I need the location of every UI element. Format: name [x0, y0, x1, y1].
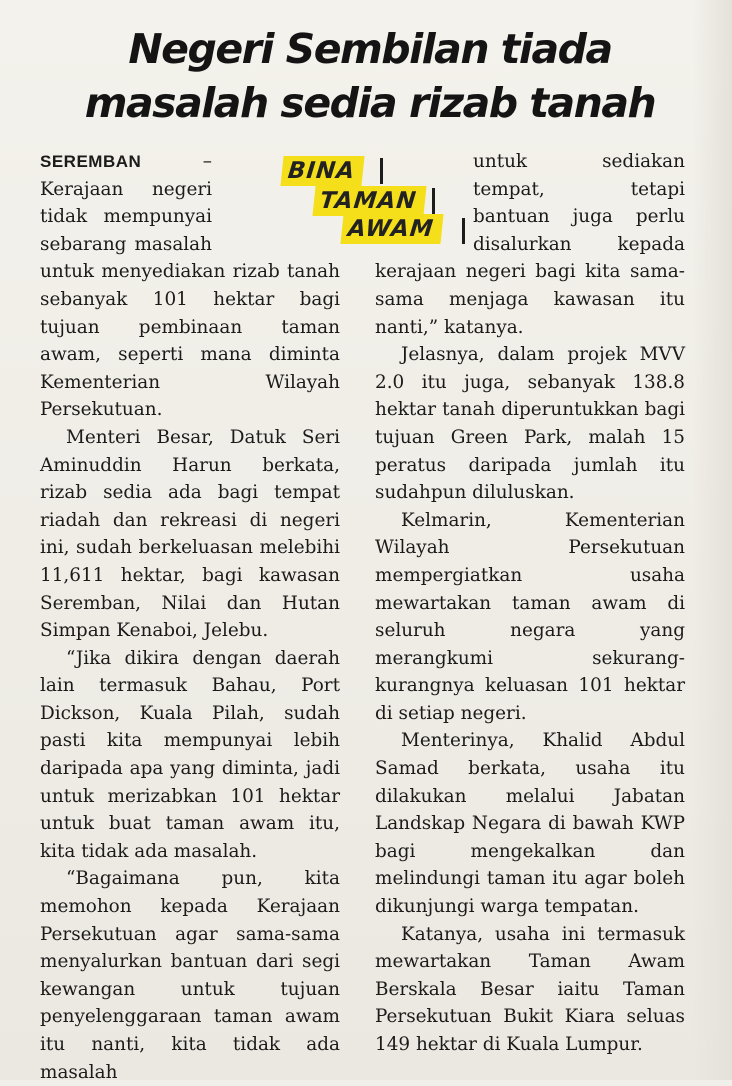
- paragraph: “Jika dikira dengan daerah lain termasuk Bahau, Port Dickson, Kuala Pilah, sudah pasti kita mempunyai lebih daripada apa yang diminta, jadi untuk merizabkan 101 hektar untuk buat taman awam itu, kita tidak ada masalah.: [40, 647, 340, 862]
- headline-line-1: Negeri Sembilan tiada: [128, 25, 612, 73]
- paragraph: “Bagaimana pun, kita memohon kepada Kerajaan Persekutuan agar sama-sama menyalurkan bantuan dari segi kewangan untuk tujuan penyelenggaraan taman awam itu nanti, kita tidak ada masalah: [40, 868, 340, 1083]
- continued-text: untuk sediakan tempat, tetapi bantuan juga perlu disalurkan kepada kerajaan negeri bagi kita sama-sama menjaga kawasan itu nanti,” katanya.: [375, 151, 685, 338]
- stamp-word-awam: AWAM: [340, 214, 443, 244]
- stamp-spacer: [212, 148, 340, 258]
- left-column: [40, 148, 340, 1086]
- headline: [70, 22, 670, 130]
- paragraph: Menteri Besar, Datuk Seri Aminuddin Harun berkata, rizab sedia ada bagi tempat riadah dan rekreasi di negeri ini, sudah berkeluasan melebihi 11,611 hektar, bagi kawasan Seremban, Nilai dan Hutan Simpan Kenaboi, Jelebu.: [40, 426, 340, 642]
- paragraph: Katanya, usaha ini termasuk mewartakan Taman Awam Berskala Besar iaitu Taman Persekutuan Bukit Kiara seluas 149 hektar di Kuala Lumpur.: [375, 923, 685, 1055]
- dateline: SEREMBAN: [40, 152, 142, 171]
- right-column: [375, 148, 685, 1059]
- stamp-word-bina: BINA: [280, 156, 364, 186]
- lead-text: – Kerajaan negeri tidak mempunyai sebarang masalah untuk menyediakan rizab tanah sebanyak 101 hektar bagi tujuan pembinaan taman awam, seperti mana diminta Kementerian Wilayah Persekutuan.: [40, 151, 340, 421]
- stamp-word-taman: TAMAN: [312, 186, 426, 216]
- stamp-spacer: [375, 148, 473, 258]
- headline-line-2: masalah sedia rizab tanah: [84, 79, 656, 127]
- paragraph: Jelasnya, dalam projek MVV 2.0 itu juga, sebanyak 138.8 hektar tanah diperuntukkan bagi tujuan Green Park, malah 15 peratus daripada jumlah itu sudahpun diluluskan.: [375, 344, 685, 504]
- paragraph-continued: [375, 148, 685, 341]
- lead-paragraph: [40, 148, 340, 424]
- paragraph: Kelmarin, Kementerian Wilayah Persekutuan mempergiatkan usaha mewartakan taman awam di seluruh negara yang merangkumi sekurang-kurangnya keluasan 101 hektar di setiap negeri.: [375, 509, 685, 724]
- page-edge-shadow: [692, 0, 732, 1080]
- paragraph: Menterinya, Khalid Abdul Samad berkata, usaha itu dilakukan melalui Jabatan Landskap Negara di bawah KWP bagi mengekalkan dan melindungi taman itu agar boleh dikunjungi warga tempatan.: [375, 730, 685, 918]
